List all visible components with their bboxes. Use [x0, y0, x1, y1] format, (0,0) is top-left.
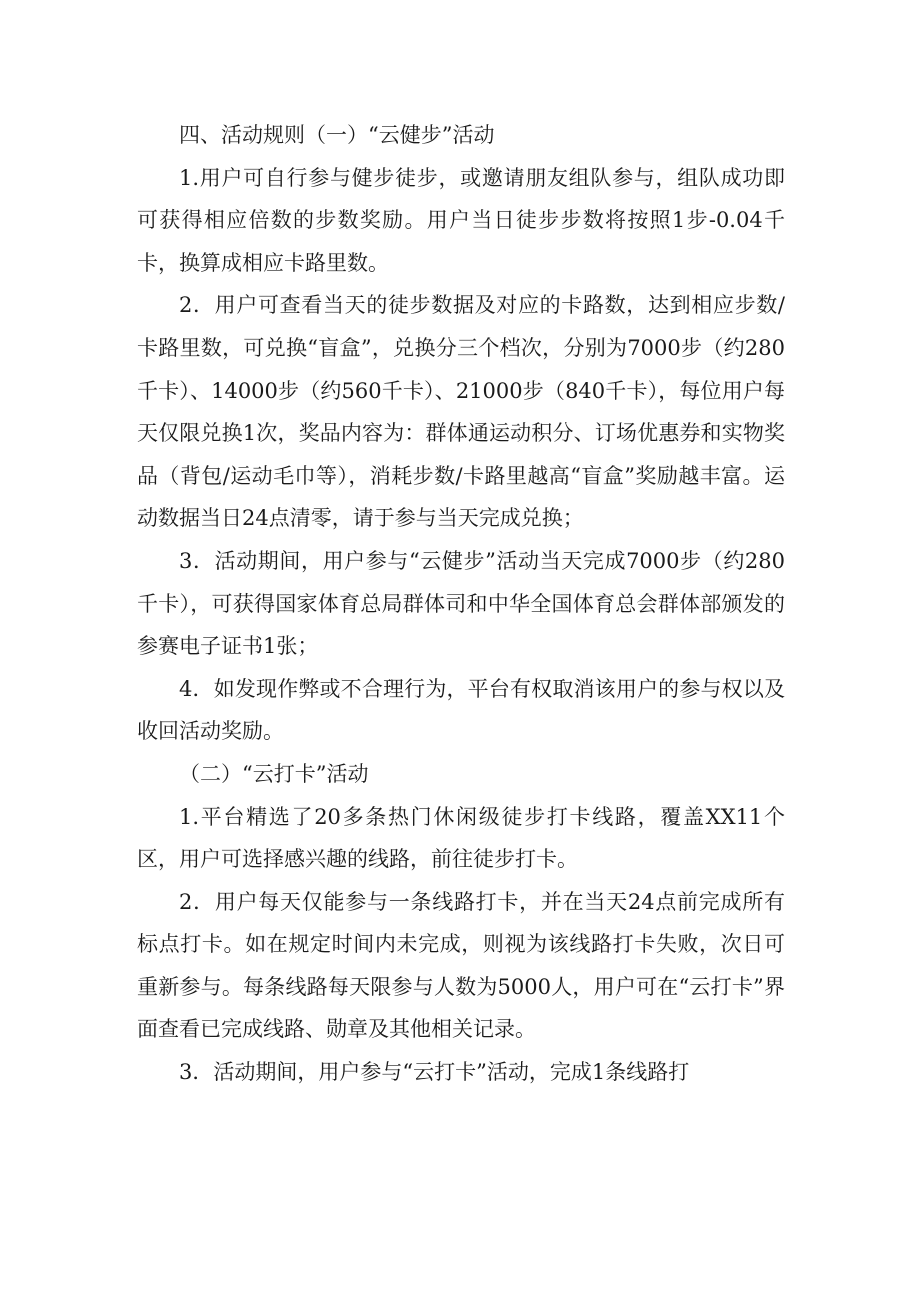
checkin-rule-3: 3．活动期间，用户参与“云打卡”活动，完成1条线路打	[179, 1060, 690, 1085]
walk-rule-2: 2．用户可查看当天的徒步数据及对应的卡路数，达到相应步数/卡路里数，可兑换“盲盒”，兑换分三个档次，分别为7000步（约280千卡）、14000步（约560千卡）、21000步（840千卡），每位用户每天仅限兑换1次，奖品内容为：群体通运动积分、订场优惠券和实物奖品（背包/运动毛巾等），消耗步数/卡路里越高“盲盒”奖励越丰富。运动数据当日24点清零，请于参与当天完成兑换；	[137, 293, 785, 531]
walk-rule-3: 3．活动期间，用户参与“云健步”活动当天完成7000步（约280千卡），可获得国家体育总局群体司和中华全国体育总会群体部颁发的参赛电子证书1张；	[137, 548, 785, 659]
section-heading: 四、活动规则（一）“云健步”活动	[179, 123, 495, 147]
walk-rule-1: 1.用户可自行参与健步徒步，或邀请朋友组队参与，组队成功即可获得相应倍数的步数奖励。用户当日徒步步数将按照1步-0.04千卡，换算成相应卡路里数。	[137, 165, 785, 275]
checkin-heading: （二）“云打卡”活动	[179, 761, 369, 786]
document-body	[137, 114, 785, 1094]
walk-rule-4: 4．如发现作弊或不合理行为，平台有权取消该用户的参与权以及收回活动奖励。	[137, 676, 785, 744]
checkin-rule-2: 2．用户每天仅能参与一条线路打卡，并在当天24点前完成所有标点打卡。如在规定时间内未完成，则视为该线路打卡失败，次日可重新参与。每条线路每天限参与人数为5000人，用户可在“云打卡”界面查看已完成线路、勋章及其他相关记录。	[137, 889, 785, 1042]
checkin-rule-1: 1.平台精选了20多条热门休闲级徒步打卡线路，覆盖XX11个区，用户可选择感兴趣的线路，前往徒步打卡。	[137, 804, 785, 872]
